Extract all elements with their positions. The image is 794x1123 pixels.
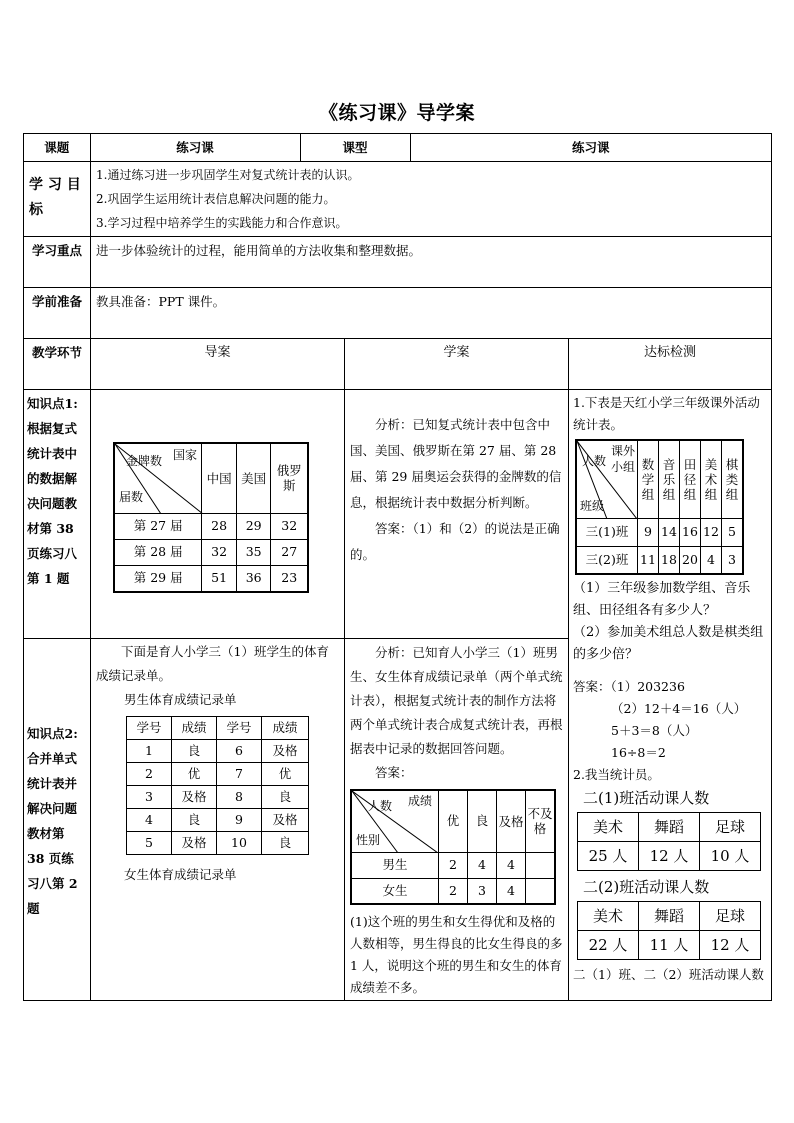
k1-analysis: 分析：已知复式统计表中包含中国、美国、俄罗斯在第 27 届、第 28 届、第 29 届奥运会获得的金牌数的信息，根据统计表中数据分析判断。 — [350, 417, 562, 510]
k2-conclusion: (1)这个班的男生和女生得优和及格的人数相等，男生得良的比女生得良的多 1 人，说明这个班的男生和女生的体育成绩差不多。 — [350, 914, 563, 995]
header-dance: 舞蹈 — [639, 813, 700, 842]
cell: 3 — [722, 546, 744, 574]
combined-table-corner — [351, 790, 439, 852]
check-answer-1: 答案：（1）203236 — [573, 679, 685, 694]
cell: 32 — [202, 539, 237, 565]
check-q1: 1.下表是天红小学三年级课外活动统计表。 — [573, 395, 760, 432]
corner-bottom-label: 届数 — [119, 490, 144, 504]
header-dance: 舞蹈 — [639, 902, 700, 931]
header-id: 学号 — [217, 717, 262, 740]
cell: 14 — [659, 518, 680, 546]
cell: 25 人 — [578, 842, 639, 871]
cell: 12 — [701, 518, 722, 546]
row-label: 女生 — [351, 878, 439, 904]
cell: 4 — [497, 878, 526, 904]
table-row — [114, 513, 308, 539]
cell: 20 — [680, 546, 701, 574]
header-pass: 及格 — [497, 790, 526, 852]
prep-text: 教具准备：PPT 课件。 — [91, 288, 772, 339]
table-row — [576, 518, 743, 546]
corner-bottom-label: 班级 — [580, 499, 605, 513]
cell: 12 人 — [700, 931, 761, 960]
row-label: 第 29 届 — [114, 565, 202, 592]
header-score: 成绩 — [172, 717, 217, 740]
header-good: 良 — [468, 790, 497, 852]
cell: 9 — [638, 518, 659, 546]
table-row — [578, 931, 761, 960]
header-football: 足球 — [700, 902, 761, 931]
header-math: 数学组 — [638, 440, 659, 518]
cell: 良 — [172, 740, 217, 763]
knowledge-2-label: 知识点2:合并单式统计表并解决问题教材第 38 页练习八第 2 题 — [24, 639, 91, 1001]
header-art: 美术组 — [701, 440, 722, 518]
corner-top-label: 课外小组 — [610, 444, 635, 474]
cell: 28 — [202, 513, 237, 539]
cell: 2 — [127, 763, 172, 786]
col-stage: 教学环节 — [24, 339, 91, 390]
cell: 及格 — [172, 786, 217, 809]
col-study: 学案 — [345, 339, 569, 390]
corner-top-label: 成绩 — [407, 794, 432, 808]
cell: 1 — [127, 740, 172, 763]
check-answer-2: （2）12＋4＝16（人） — [611, 701, 747, 716]
cell: 良 — [172, 809, 217, 832]
cell: 10 — [217, 832, 262, 855]
cell: 23 — [271, 565, 308, 592]
row-label: 三(1)班 — [576, 518, 638, 546]
boys-score-table — [126, 716, 309, 855]
cell: 及格 — [172, 832, 217, 855]
cell: 11 人 — [639, 931, 700, 960]
table-row — [127, 832, 309, 855]
cell: 22 人 — [578, 931, 639, 960]
cell: 11 — [638, 546, 659, 574]
cell: 29 — [236, 513, 271, 539]
cell: 12 人 — [639, 842, 700, 871]
cell — [526, 878, 556, 904]
table-row — [127, 809, 309, 832]
knowledge-1-label: 知识点1:根据复式统计表中的数据解决问题教材第 38 页练习八第 1 题 — [24, 390, 91, 639]
table-row — [127, 763, 309, 786]
activity-table-corner — [576, 440, 638, 518]
cell: 2 — [439, 878, 468, 904]
row-label: 三(2)班 — [576, 546, 638, 574]
lesson-plan-table — [23, 133, 772, 1001]
cell: 5 — [127, 832, 172, 855]
cell: 及格 — [262, 740, 309, 763]
corner-top-label: 国家 — [172, 448, 197, 462]
row-label: 第 27 届 — [114, 513, 202, 539]
row-label: 男生 — [351, 852, 439, 878]
page-title: 《练习课》导学案 — [318, 102, 475, 124]
column-headers — [24, 339, 772, 390]
cell: 32 — [271, 513, 308, 539]
cell: 4 — [127, 809, 172, 832]
knowledge-1-row — [24, 390, 772, 639]
table-row — [114, 565, 308, 592]
class2-table — [577, 901, 761, 960]
cell: 35 — [236, 539, 271, 565]
cell: 18 — [659, 546, 680, 574]
corner-mid-label: 人数 — [581, 454, 606, 468]
cell: 51 — [202, 565, 237, 592]
cell: 3 — [127, 786, 172, 809]
header-russia: 俄罗斯 — [271, 443, 308, 513]
objective-1: 1.通过练习进一步巩固学生对复式统计表的认识。 — [96, 168, 360, 182]
class1-table-title: 二(1)班活动课人数 — [583, 789, 710, 807]
check-q1b: （2）参加美术组总人数是棋类组的多少倍？ — [573, 625, 764, 662]
check-q1a: （1）三年级参加数学组、音乐组、田径组各有多少人？ — [573, 581, 751, 618]
row-label: 第 28 届 — [114, 539, 202, 565]
k2-answer-label: 答案： — [375, 765, 413, 780]
check-answer-3: 5＋3＝8（人） — [611, 723, 698, 738]
cell: 4 — [497, 852, 526, 878]
objectives-row — [24, 162, 772, 237]
header-chess: 棋类组 — [722, 440, 744, 518]
type-value: 练习课 — [571, 140, 610, 155]
corner-bottom-label: 性别 — [356, 833, 381, 847]
cell: 优 — [172, 763, 217, 786]
cell: 27 — [271, 539, 308, 565]
subject-value: 练习课 — [90, 134, 300, 161]
subject-key: 课题 — [24, 134, 90, 161]
header-football: 足球 — [700, 813, 761, 842]
cell: 2 — [439, 852, 468, 878]
objective-3: 3.学习过程中培养学生的实践能力和合作意识。 — [96, 216, 348, 230]
corner-mid-label: 人数 — [367, 799, 392, 813]
class1-table — [577, 812, 761, 871]
check-answer-4: 16÷8＝2 — [611, 745, 666, 760]
table-row — [127, 717, 309, 740]
cell: 及格 — [262, 809, 309, 832]
cell: 36 — [236, 565, 271, 592]
boys-table-title: 男生体育成绩记录单 — [124, 692, 237, 707]
header-track: 田径组 — [680, 440, 701, 518]
col-guide: 导案 — [91, 339, 345, 390]
header-id: 学号 — [127, 717, 172, 740]
table-row — [351, 878, 555, 904]
k1-answer: 答案：（1）和（2）的说法是正确的。 — [350, 521, 560, 562]
class2-table-title: 二(2)班活动课人数 — [583, 878, 710, 896]
key-point-row — [24, 237, 772, 288]
table-row — [351, 852, 555, 878]
cell: 10 人 — [700, 842, 761, 871]
table-row — [578, 902, 761, 931]
prep-row — [24, 288, 772, 339]
cell: 4 — [468, 852, 497, 878]
cell: 优 — [262, 763, 309, 786]
cell: 6 — [217, 740, 262, 763]
cell: 8 — [217, 786, 262, 809]
table-row — [114, 539, 308, 565]
key-point-label: 学习重点 — [24, 237, 91, 288]
header-music: 音乐组 — [659, 440, 680, 518]
corner-mid-label: 金牌数 — [125, 454, 162, 468]
header-china: 中国 — [202, 443, 237, 513]
cell: 16 — [680, 518, 701, 546]
cell: 5 — [722, 518, 744, 546]
table-row — [578, 813, 761, 842]
medal-table — [113, 442, 309, 593]
table-row — [127, 740, 309, 763]
prep-label: 学前准备 — [24, 288, 91, 339]
header-art: 美术 — [578, 902, 639, 931]
cell: 4 — [701, 546, 722, 574]
cell: 良 — [262, 786, 309, 809]
table-row — [127, 786, 309, 809]
header-score: 成绩 — [262, 717, 309, 740]
type-key: 课型 — [300, 134, 410, 161]
girls-table-title: 女生体育成绩记录单 — [124, 867, 237, 882]
cell — [526, 852, 556, 878]
combined-score-table — [350, 789, 556, 905]
k2-analysis: 分析：已知育人小学三（1）班男生、女生体育成绩记录单（两个单式统计表），根据复式统计表的制作方法将两个单式统计表合成复式统计表，再根据表中记录的数据回答问题。 — [350, 645, 563, 756]
check-q2: 2.我当统计员。 — [573, 767, 660, 782]
check-final: 二（1）班、二（2）班活动课人数 — [573, 967, 764, 982]
k2-intro: 下面是育人小学三（1）班学生的体育成绩记录单。 — [96, 644, 329, 683]
header-excellent: 优 — [439, 790, 468, 852]
table-row — [576, 546, 743, 574]
objective-2: 2.巩固学生运用统计表信息解决问题的能力。 — [96, 192, 336, 206]
header-row — [24, 134, 772, 162]
key-point-text: 进一步体验统计的过程，能用简单的方法收集和整理数据。 — [91, 237, 772, 288]
cell: 7 — [217, 763, 262, 786]
objectives-label: 学 习 目 标 — [24, 162, 91, 237]
table-row — [578, 842, 761, 871]
header-art: 美术 — [578, 813, 639, 842]
cell: 良 — [262, 832, 309, 855]
activity-table — [575, 439, 744, 575]
header-usa: 美国 — [236, 443, 271, 513]
cell: 3 — [468, 878, 497, 904]
cell: 9 — [217, 809, 262, 832]
header-fail: 不及格 — [526, 790, 556, 852]
col-check: 达标检测 — [569, 339, 772, 390]
medal-table-corner — [114, 443, 202, 513]
